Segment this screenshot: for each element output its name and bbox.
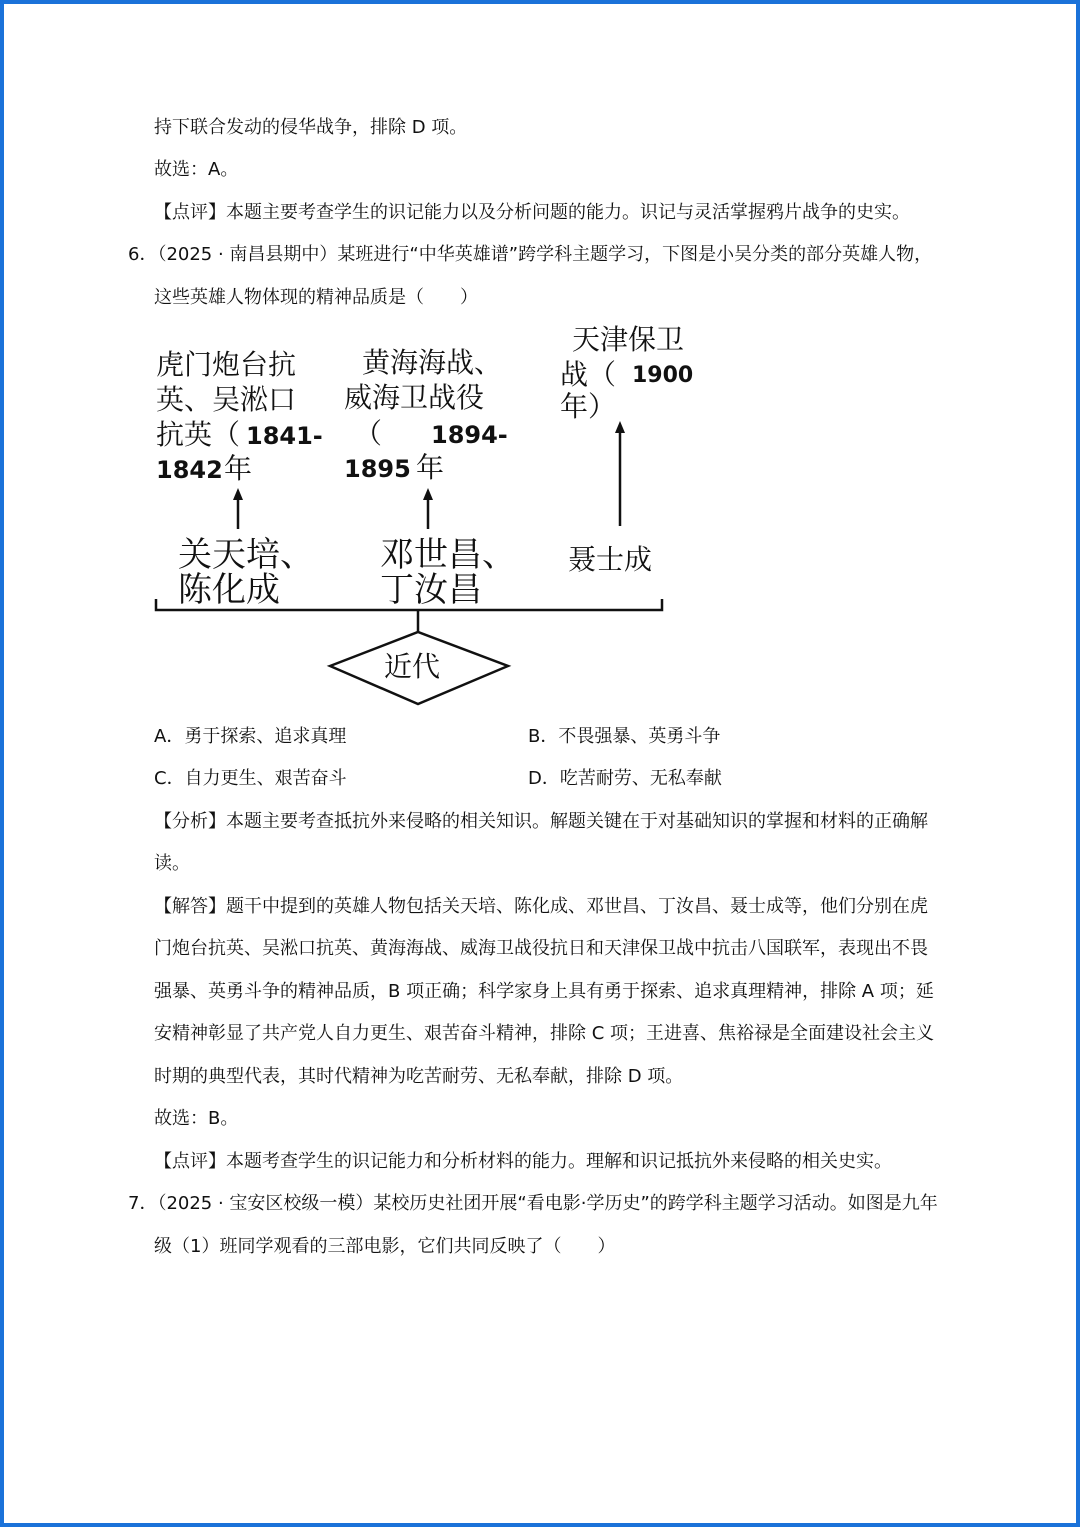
svg-text:1842: 1842 (156, 456, 223, 484)
svg-text:黄海海战、: 黄海海战、 (362, 346, 503, 379)
prev-comment: 【点评】本题主要考查学生的识记能力以及分析问题的能力。识记与灵活掌握鸦片战争的史实。 (154, 202, 910, 223)
arrowhead-1 (233, 488, 243, 500)
event3-text (560, 323, 693, 423)
option-b: B．不畏强暴、英勇斗争 (528, 726, 721, 747)
svg-text:年: 年 (224, 452, 253, 485)
q6-solution-line4: 安精神彰显了共产党人自力更生、艰苦奋斗精神，排除 C 项；王进喜、焦裕禄是全面建设社会主义 (154, 1023, 935, 1044)
svg-text:1894-: 1894- (431, 421, 508, 449)
prev-answer: 故选：A。 (154, 159, 239, 180)
svg-text:年）: 年） (560, 390, 617, 423)
svg-text:1900: 1900 (632, 363, 694, 388)
q6-stem-line1: 6．（2025 · 南昌县期中）某班进行“中华英雄谱”跨学科主题学习，下图是小吴分类的部分英雄人物， (128, 244, 933, 265)
person-1-line2: 陈化成 (178, 570, 280, 610)
person-labels (178, 535, 652, 610)
svg-text:虎门炮台抗: 虎门炮台抗 (156, 348, 297, 381)
svg-text:1895: 1895 (344, 455, 411, 483)
svg-text:威海卫战役: 威海卫战役 (344, 381, 485, 414)
event1-text (156, 348, 323, 485)
era-label: 近代 (384, 650, 441, 683)
person-2-line1: 邓世昌、 (380, 535, 516, 575)
person-3: 聂士成 (568, 543, 653, 576)
q7-stem-line1: 7．（2025 · 宝安区校级一模）某校历史社团开展“看电影·学历史”的跨学科主题学习活动。如图是九年 (128, 1193, 938, 1214)
arrowhead-2 (423, 488, 433, 500)
arrowhead-3 (615, 421, 625, 433)
heroes-diagram (144, 316, 704, 716)
option-d: D．吃苦耐劳、无私奉献 (528, 768, 722, 789)
q6-solution-line5: 时期的典型代表，其时代精神为吃苦耐劳、无私奉献，排除 D 项。 (154, 1066, 684, 1087)
q6-analysis-line1: 【分析】本题主要考查抵抗外来侵略的相关知识。解题关键在于对基础知识的掌握和材料的正确解 (154, 811, 928, 832)
person-2-line2: 丁汝昌 (380, 570, 482, 610)
svg-text:战（: 战（ (560, 358, 617, 391)
svg-text:1841-: 1841- (246, 422, 323, 450)
option-c: C．自力更生、艰苦奋斗 (154, 768, 347, 789)
q7-stem-line2: 级（1）班同学观看的三部电影，它们共同反映了（ ） (154, 1236, 616, 1257)
q6-answer: 故选：B。 (154, 1108, 239, 1129)
q6-solution-line1: 【解答】题干中提到的英雄人物包括关天培、陈化成、邓世昌、丁汝昌、聂士成等，他们分别在虎 (154, 896, 928, 917)
q6-solution-line2: 门炮台抗英、吴淞口抗英、黄海海战、威海卫战役抗日和天津保卫战中抗击八国联军，表现出不畏 (154, 938, 928, 959)
option-a: A．勇于探索、追求真理 (154, 726, 347, 747)
svg-text:（: （ (354, 417, 383, 450)
q6-analysis-line2: 读。 (154, 853, 190, 874)
event2-text (344, 346, 508, 484)
svg-text:抗英（: 抗英（ (156, 418, 241, 451)
q6-stem-line2: 这些英雄人物体现的精神品质是（ ） (154, 287, 478, 308)
svg-text:英、吴淞口: 英、吴淞口 (156, 383, 297, 416)
svg-text:天津保卫: 天津保卫 (572, 323, 685, 356)
q6-comment: 【点评】本题考查学生的识记能力和分析材料的能力。理解和识记抵抗外来侵略的相关史实。 (154, 1151, 892, 1172)
prev-solution-end: 持下联合发动的侵华战争，排除 D 项。 (154, 117, 468, 138)
person-1-line1: 关天培、 (178, 535, 314, 575)
q6-solution-line3: 强暴、英勇斗争的精神品质，B 项正确；科学家身上具有勇于探索、追求真理精神，排除 A 项；延 (154, 981, 934, 1002)
svg-text:年: 年 (416, 451, 445, 484)
